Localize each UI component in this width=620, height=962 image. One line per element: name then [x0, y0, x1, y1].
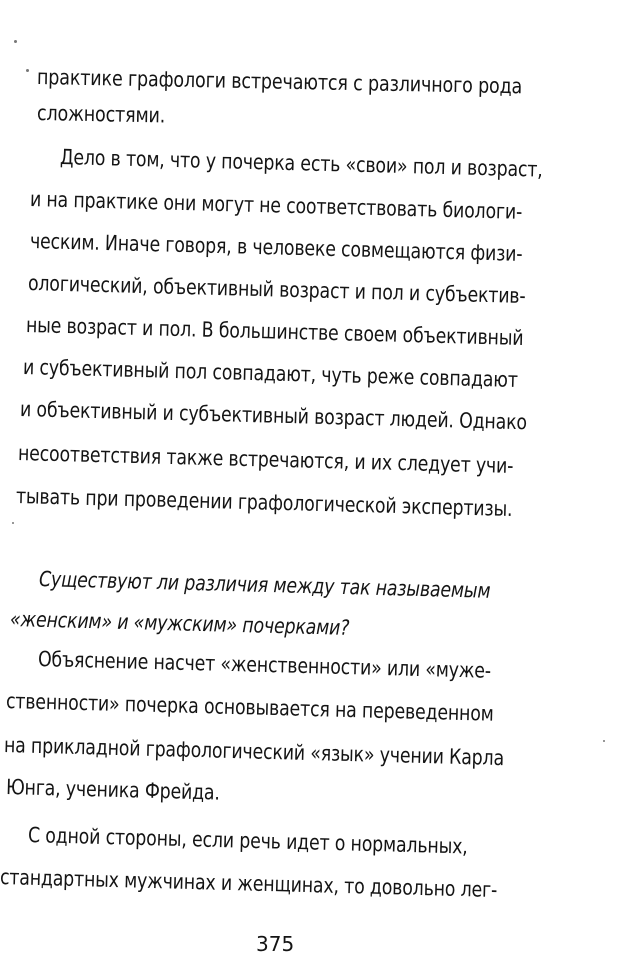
text-line: ные возраст и пол. В большинстве своем объективный: [25, 313, 524, 351]
scan-speck: [12, 522, 14, 524]
text-line: Юнга, ученика Фрейда.: [5, 775, 221, 805]
section-heading: «женским» и «мужским» почерками?: [9, 607, 350, 640]
text-line: и на практике они могут не соответствовать биологи-: [29, 187, 523, 224]
text-line: и субъективный пол совпадают, чуть реже совпадают: [22, 355, 519, 392]
text-line: практике графологи встречаются с различного рода: [36, 65, 523, 99]
text-line: тывать при проведении графологической экспертизы.: [15, 484, 513, 521]
text-line: С одной стороны, если речь идет о нормальных,: [27, 823, 468, 859]
text-line: ственности» почерка основывается на переведенном: [5, 689, 494, 726]
text-line: стандартных мужчинах и женщинах, то довольно лег-: [0, 865, 498, 903]
text-line: ологический, объективный возраст и пол и субъектив-: [27, 271, 526, 309]
text-line: несоответствия также встречаются, и их следует учи-: [17, 441, 514, 478]
text-line: сложностями.: [36, 101, 166, 128]
section-heading: Существуют ли различия между так называемым: [38, 567, 491, 603]
page-number: 375: [256, 932, 295, 956]
text-line: на прикладной графологический «язык» учении Карла: [3, 733, 505, 771]
scan-speck: [14, 40, 17, 43]
text-line: Объяснение насчет «женственности» или «муже-: [37, 647, 492, 683]
text-line: и объективный и субъективный возраст людей. Однако: [19, 397, 528, 435]
scan-speck: [26, 69, 29, 72]
text-line: Дело в том, что у почерка есть «свои» пол и возраст,: [59, 145, 543, 182]
scan-speck: [603, 740, 605, 742]
text-line: ческим. Иначе говоря, в человеке совмещаются физи-: [29, 229, 523, 266]
